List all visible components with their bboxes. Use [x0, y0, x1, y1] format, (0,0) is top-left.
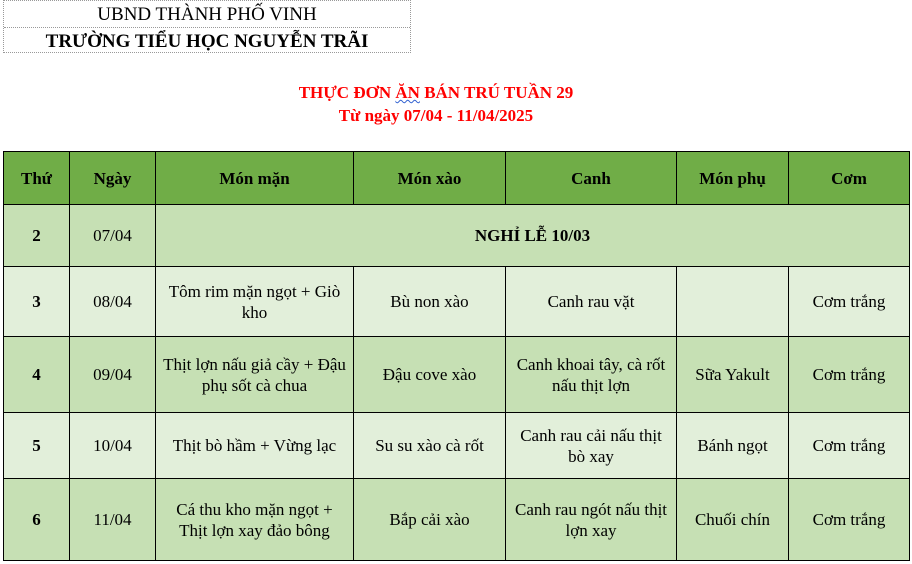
cell-ngay: 09/04: [70, 337, 156, 413]
cell-mon-man: Cá thu kho mặn ngọt + Thịt lợn xay đảo bông: [156, 479, 354, 561]
header-canh: Canh: [506, 152, 677, 205]
cell-ngay: 10/04: [70, 413, 156, 479]
cell-mon-xao: Bắp cải xào: [354, 479, 506, 561]
cell-ngay: 11/04: [70, 479, 156, 561]
cell-canh: Canh rau cải nấu thịt bò xay: [506, 413, 677, 479]
school-header: [3, 0, 411, 53]
cell-mon-phu: [677, 267, 789, 337]
header-ngay: Ngày: [70, 152, 156, 205]
table-header-row: [4, 152, 910, 205]
school-name: TRƯỜNG TIỂU HỌC NGUYỄN TRÃI: [45, 31, 369, 52]
header-thu: Thứ: [4, 152, 70, 205]
header-mon-xao: Món xào: [354, 152, 506, 205]
menu-table: [3, 151, 910, 561]
cell-com: Cơm trắng: [789, 479, 910, 561]
menu-title-prefix: THỰC ĐƠN: [298, 83, 396, 102]
header-mon-man: Món mặn: [156, 152, 354, 205]
cell-thu: 5: [4, 413, 70, 479]
table-row: [4, 479, 910, 561]
table-row: [4, 267, 910, 337]
menu-date-range: Từ ngày 07/04 - 11/04/2025: [338, 106, 534, 125]
header-mon-phu: Món phụ: [677, 152, 789, 205]
cell-canh: Canh rau ngót nấu thịt lợn xay: [506, 479, 677, 561]
cell-ngay: 08/04: [70, 267, 156, 337]
cell-mon-man: Thịt bò hầm + Vừng lạc: [156, 413, 354, 479]
cell-com: Cơm trắng: [789, 267, 910, 337]
cell-thu: 2: [4, 205, 70, 267]
cell-com: Cơm trắng: [789, 413, 910, 479]
cell-thu: 3: [4, 267, 70, 337]
cell-thu: 6: [4, 479, 70, 561]
cell-mon-man: Tôm rim mặn ngọt + Giò kho: [156, 267, 354, 337]
cell-mon-xao: Đậu cove xào: [354, 337, 506, 413]
cell-mon-phu: Bánh ngọt: [677, 413, 789, 479]
header-com: Cơm: [789, 152, 910, 205]
table-row: [4, 413, 910, 479]
menu-title: [180, 83, 692, 103]
cell-thu: 4: [4, 337, 70, 413]
cell-mon-xao: Bù non xào: [354, 267, 506, 337]
table-row: [4, 337, 910, 413]
cell-mon-xao: Su su xào cà rốt: [354, 413, 506, 479]
menu-title-underlined-word: ĂN: [395, 83, 420, 102]
cell-ngay: 07/04: [70, 205, 156, 267]
holiday-note: NGHỈ LỄ 10/03: [156, 205, 910, 267]
menu-title-suffix: BÁN TRÚ TUẦN 29: [419, 83, 574, 102]
cell-canh: Canh rau vặt: [506, 267, 677, 337]
cell-mon-man: Thịt lợn nấu giả cầy + Đậu phụ sốt cà chua: [156, 337, 354, 413]
cell-canh: Canh khoai tây, cà rốt nấu thịt lợn: [506, 337, 677, 413]
cell-com: Cơm trắng: [789, 337, 910, 413]
cell-mon-phu: Chuối chín: [677, 479, 789, 561]
authority-name: UBND THÀNH PHỐ VINH: [4, 1, 410, 28]
table-row-holiday: [4, 205, 910, 267]
cell-mon-phu: Sữa Yakult: [677, 337, 789, 413]
